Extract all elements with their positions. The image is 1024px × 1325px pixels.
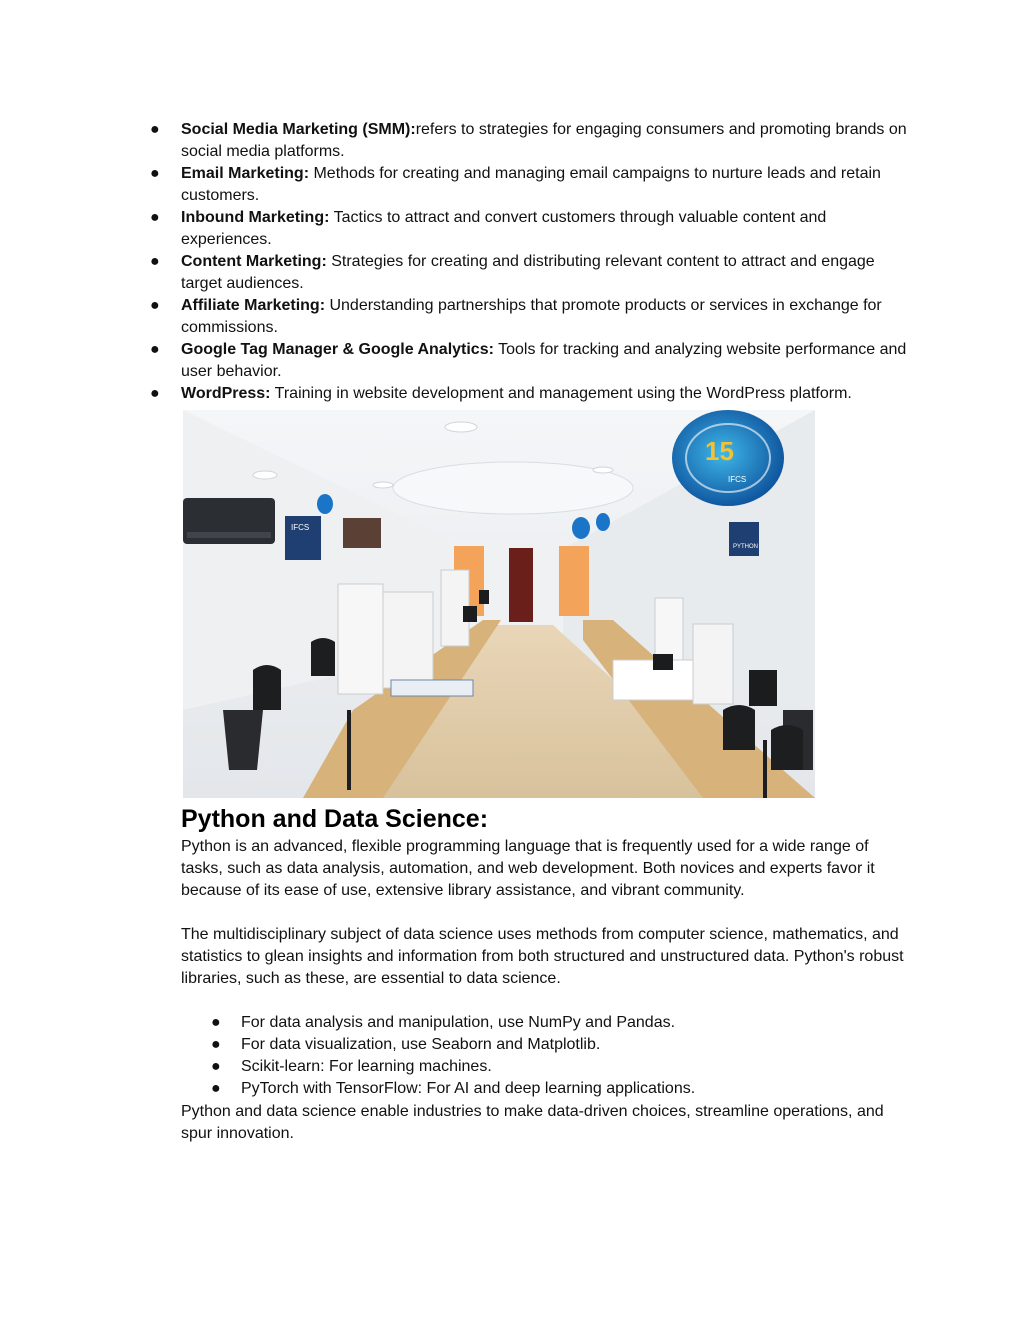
poster-label: IFCS [291, 523, 310, 532]
list-item-text: PyTorch with TensorFlow: For AI and deep learning applications. [241, 1080, 696, 1097]
bullet-icon: ● [150, 121, 160, 138]
computer-lab-photo [183, 410, 815, 798]
bullet-icon: ● [150, 297, 160, 314]
bullet-icon: ● [150, 385, 160, 402]
list-item [150, 163, 910, 207]
bullet-icon: ● [211, 1036, 221, 1053]
list-item [211, 1078, 911, 1100]
list-item-desc: Tactics to attract and convert customers through valuable content and experiences. [181, 209, 827, 248]
list-item-term: Affiliate Marketing: [181, 297, 326, 314]
paragraph: The multidisciplinary subject of data science uses methods from computer science, mathematics, and statistics to glean insights and information from both structured and unstructured data. Python's robust libraries, such as these, are essential to data science. [181, 926, 904, 987]
bullet-icon: ● [150, 341, 160, 358]
list-item-desc: refers to strategies for engaging consumers and promoting brands on social media platforms. [181, 121, 907, 160]
list-item-term: WordPress: [181, 385, 271, 402]
list-item-desc: Strategies for creating and distributing relevant content to attract and engage target audiences. [181, 253, 875, 292]
list-item [150, 383, 910, 405]
list-item-desc: Understanding partnerships that promote products or services in exchange for commissions. [181, 297, 882, 336]
list-item [150, 251, 910, 295]
list-item [150, 119, 910, 163]
list-item [211, 1034, 911, 1056]
poster-label: PYTHON [733, 544, 759, 550]
list-item-desc: Tools for tracking and analyzing website performance and user behavior. [181, 341, 907, 380]
list-item-text: Scikit-learn: For learning machines. [241, 1058, 492, 1075]
list-item [150, 207, 910, 251]
marketing-topics-list [150, 119, 910, 405]
list-item-term: Google Tag Manager & Google Analytics: [181, 341, 494, 358]
paragraph: Python and data science enable industries to make data-driven choices, streamline operations, and spur innovation. [181, 1103, 884, 1142]
list-item-text: For data visualization, use Seaborn and Matplotlib. [241, 1036, 601, 1053]
list-item-term: Email Marketing: [181, 165, 310, 182]
bullet-icon: ● [150, 253, 160, 270]
list-item-term: Content Marketing: [181, 253, 327, 270]
sign-number: 15 [705, 436, 734, 466]
list-item-text: For data analysis and manipulation, use NumPy and Pandas. [241, 1014, 676, 1031]
list-item [211, 1056, 911, 1078]
paragraph: Python is an advanced, flexible programming language that is frequently used for a wide range of tasks, such as data analysis, automation, and web development. Both novices and experts favor it because of its ease of use, extensive library assistance, and vibrant community. [181, 838, 875, 899]
sign-label: IFCS [728, 475, 747, 484]
list-item-term: Inbound Marketing: [181, 209, 330, 226]
list-item-term: Social Media Marketing (SMM): [181, 121, 416, 138]
list-item-desc: Training in website development and management using the WordPress platform. [270, 385, 852, 402]
list-item-desc: Methods for creating and managing email campaigns to nurture leads and retain customers. [181, 165, 881, 204]
bullet-icon: ● [211, 1014, 221, 1031]
section-heading: Python and Data Science: [181, 805, 489, 833]
bullet-icon: ● [211, 1080, 221, 1097]
list-item [150, 295, 910, 339]
python-libraries-list [211, 1012, 911, 1100]
list-item [211, 1012, 911, 1034]
bullet-icon: ● [150, 165, 160, 182]
list-item [150, 339, 910, 383]
bullet-icon: ● [150, 209, 160, 226]
bullet-icon: ● [211, 1058, 221, 1075]
